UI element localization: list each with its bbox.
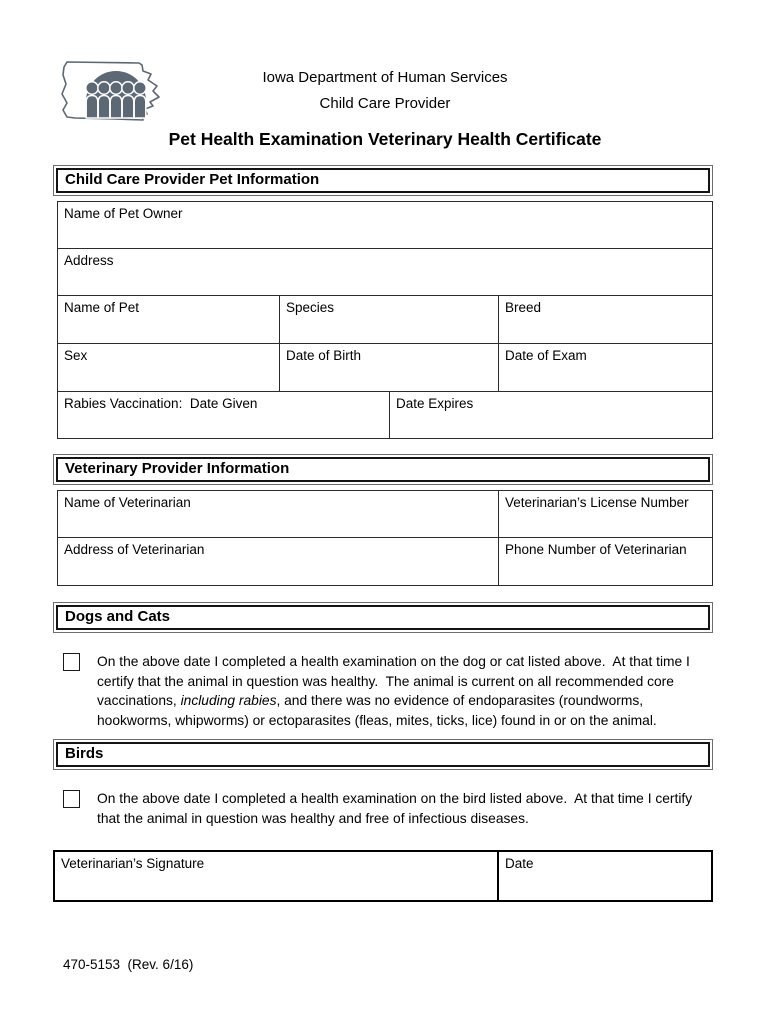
- field-signature-date-label: Date: [505, 856, 534, 871]
- signature-table: [53, 850, 713, 902]
- form-number: 470-5153 (Rev. 6/16): [63, 957, 194, 972]
- birds-statement: On the above date I completed a health examination on the bird listed above. At that time I certify that the animal in question was healthy and free of infectious diseases.: [97, 791, 696, 826]
- section-heading-pet-info: [53, 165, 713, 196]
- field-veterinarian-phone[interactable]: [498, 538, 712, 585]
- section-heading-vet-info: [53, 454, 713, 485]
- section-heading-birds: [53, 739, 713, 770]
- field-breed[interactable]: [498, 296, 712, 343]
- dogs-cats-statement: [97, 652, 711, 730]
- section-heading-vet-info-label: Veterinary Provider Information: [56, 457, 710, 482]
- agency-name: Iowa Department of Human Services: [262, 69, 508, 86]
- field-species-label: Species: [286, 300, 335, 315]
- field-veterinarian-address-label: Address of Veterinarian: [64, 542, 205, 557]
- dogs-cats-statement-row: [63, 652, 711, 730]
- field-date-of-exam-label: Date of Exam: [505, 348, 587, 363]
- program-name: Child Care Provider: [319, 95, 451, 112]
- field-address[interactable]: [58, 249, 712, 295]
- document-title: Pet Health Examination Veterinary Health Certificate: [168, 129, 602, 149]
- field-veterinarian-name-label: Name of Veterinarian: [64, 495, 191, 510]
- field-date-of-birth[interactable]: [279, 344, 498, 391]
- dogs-cats-statement-part2: , and there was no evidence of endoparasites (roundworms, hookworms, whipworms) or ectoparasites (fleas, mites, ticks, lice) found in or on the animal.: [97, 693, 657, 728]
- field-veterinarian-license-label: Veterinarian’s License Number: [505, 495, 689, 510]
- birds-checkbox[interactable]: [63, 790, 80, 808]
- field-pet-owner-name[interactable]: [58, 202, 712, 248]
- field-date-of-birth-label: Date of Birth: [286, 348, 362, 363]
- field-date-of-exam[interactable]: [498, 344, 712, 391]
- iowa-dhs-logo: [55, 58, 167, 124]
- section-heading-pet-info-label: Child Care Provider Pet Information: [56, 168, 710, 193]
- field-species[interactable]: [279, 296, 498, 343]
- field-veterinarian-phone-label: Phone Number of Veterinarian: [505, 542, 687, 557]
- field-pet-name-label: Name of Pet: [64, 300, 140, 315]
- field-rabies-date-expires[interactable]: [389, 392, 712, 438]
- field-veterinarian-signature[interactable]: [55, 852, 497, 900]
- field-sex[interactable]: [58, 344, 279, 391]
- field-veterinarian-license[interactable]: [498, 491, 712, 537]
- field-pet-owner-name-label: Name of Pet Owner: [64, 206, 183, 221]
- field-rabies-date-expires-label: Date Expires: [396, 396, 474, 411]
- field-veterinarian-address[interactable]: [58, 538, 498, 585]
- field-rabies-date-given-label: Rabies Vaccination: Date Given: [64, 396, 258, 411]
- dogs-cats-checkbox[interactable]: [63, 653, 80, 671]
- vet-info-table: [57, 490, 713, 586]
- field-breed-label: Breed: [505, 300, 542, 315]
- pet-info-table: [57, 201, 713, 439]
- dogs-cats-statement-italic: including rabies: [180, 693, 277, 708]
- section-heading-birds-label: Birds: [56, 742, 710, 767]
- field-signature-date[interactable]: [497, 852, 711, 900]
- section-heading-dogs-cats-label: Dogs and Cats: [56, 605, 710, 630]
- field-pet-name[interactable]: [58, 296, 279, 343]
- dogs-cats-statement-part1: On the above date I completed a health examination on the dog or cat listed above. At that time I certify that the animal in question was healthy. The animal is current on all recommended core vaccinations,: [97, 654, 694, 708]
- field-rabies-date-given[interactable]: [58, 392, 389, 438]
- field-sex-label: Sex: [64, 348, 88, 363]
- field-address-label: Address: [64, 253, 114, 268]
- field-veterinarian-name[interactable]: [58, 491, 498, 537]
- birds-statement-row: [63, 789, 711, 828]
- section-heading-dogs-cats: [53, 602, 713, 633]
- field-veterinarian-signature-label: Veterinarian’s Signature: [61, 856, 205, 871]
- iowa-state-people-icon: [55, 58, 167, 124]
